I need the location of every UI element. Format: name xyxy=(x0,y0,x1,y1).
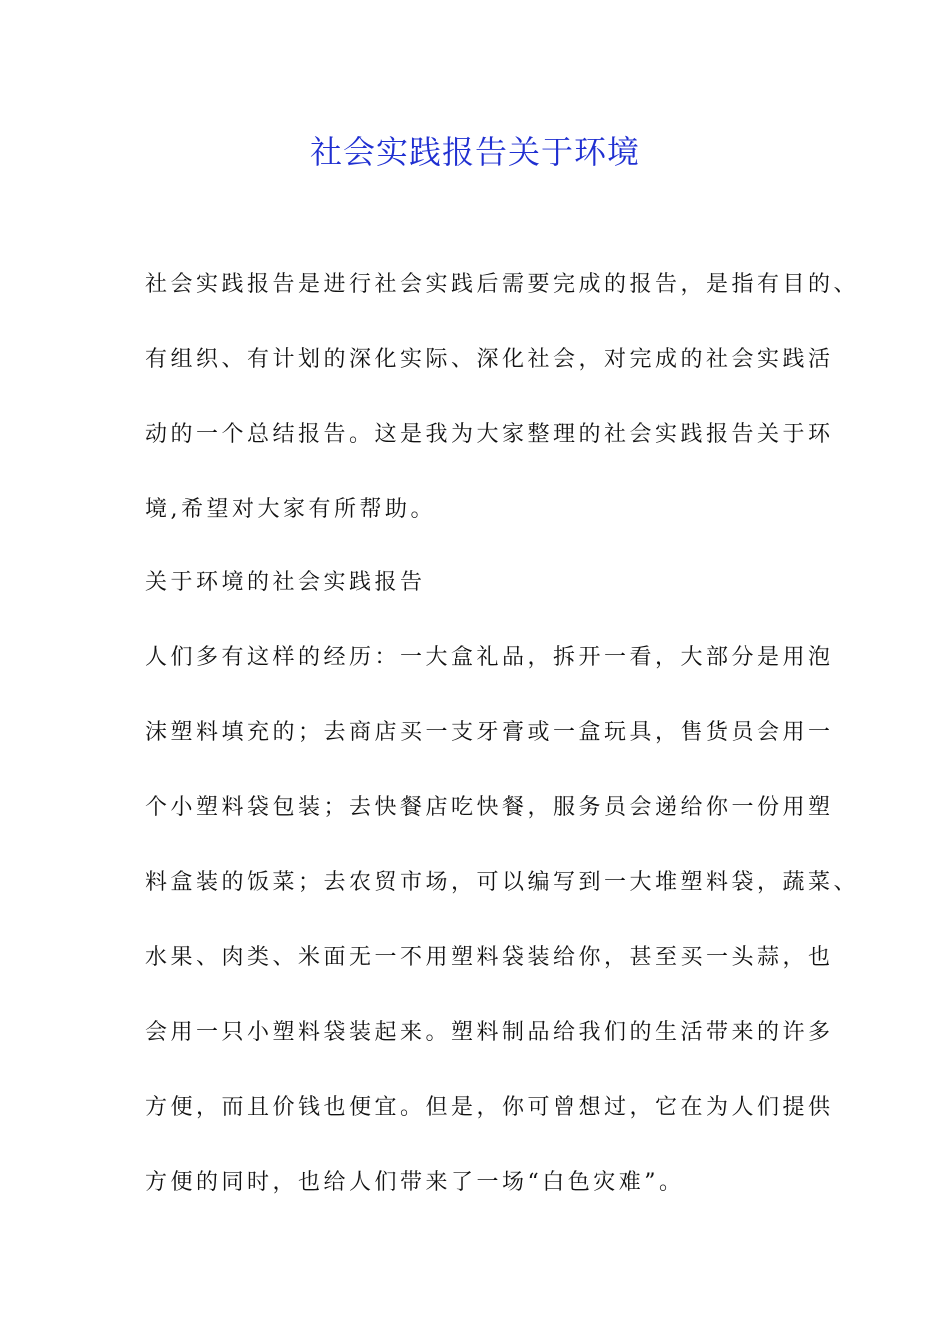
paragraph-line: 有组织、有计划的深化实际、深化社会，对完成的社会实践活 xyxy=(145,347,834,372)
paragraph-line: 个小塑料袋包装；去快餐店吃快餐，服务员会递给你一份用塑 xyxy=(145,795,834,820)
paragraph-line: 水果、肉类、米面无一不用塑料袋装给你，甚至买一头蒜，也 xyxy=(145,945,834,970)
paragraph-line: 会用一只小塑料袋装起来。塑料制品给我们的生活带来的许多 xyxy=(145,1020,834,1045)
paragraph-line: 人们多有这样的经历：一大盒礼品，拆开一看，大部分是用泡 xyxy=(145,645,834,670)
paragraph-line: 方便的同时，也给人们带来了一场“白色灾难”。 xyxy=(145,1170,685,1195)
paragraph-line: 方便，而且价钱也便宜。但是，你可曾想过，它在为人们提供 xyxy=(145,1095,834,1120)
paragraph-line: 社会实践报告是进行社会实践后需要完成的报告，是指有目的、 xyxy=(145,272,860,297)
paragraph-line: 沫塑料填充的；去商店买一支牙膏或一盒玩具，售货员会用一 xyxy=(145,720,834,745)
document-title: 社会实践报告关于环境 xyxy=(309,133,640,171)
section-heading: 关于环境的社会实践报告 xyxy=(145,570,426,595)
paragraph-line: 境,希望对大家有所帮助。 xyxy=(145,497,436,522)
paragraph-line: 动的一个总结报告。这是我为大家整理的社会实践报告关于环 xyxy=(145,422,834,447)
paragraph-line: 料盒装的饭菜；去农贸市场，可以编写到一大堆塑料袋，蔬菜、 xyxy=(145,870,860,895)
